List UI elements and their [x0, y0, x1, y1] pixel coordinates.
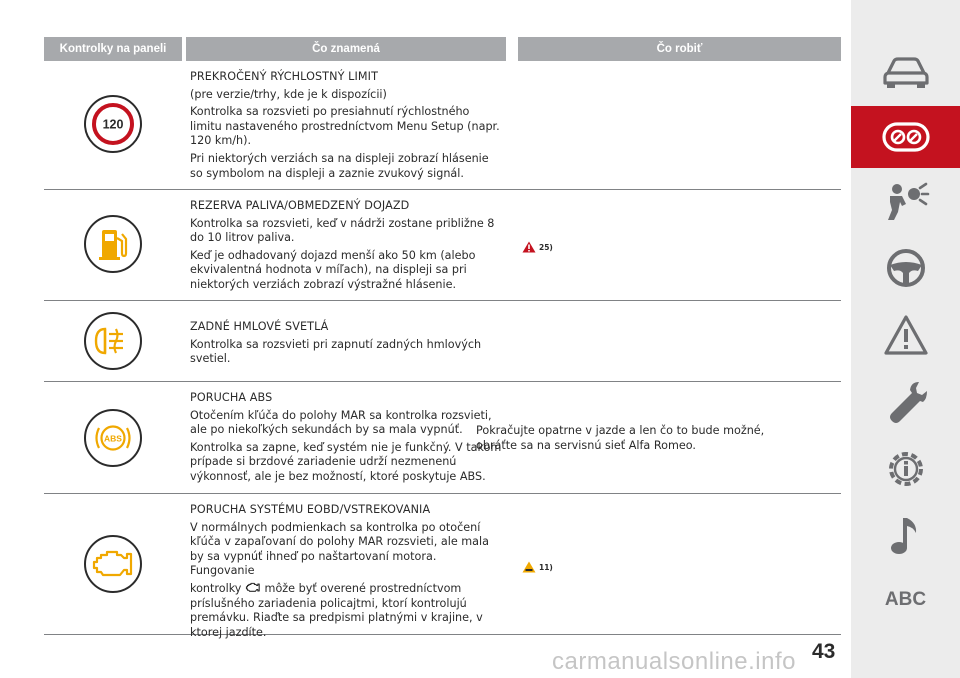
row-paragraph: (pre verzie/trhy, kde je k dispozícii): [190, 87, 387, 101]
engine-inline-icon: [245, 582, 261, 593]
abs-icon: [84, 409, 142, 467]
row-paragraph: kontrolky môže byť overené prostredníctvom príslušného zariadenia policajtmi, ktorí kontrolujú premávku. Riaďte sa predpismi platnými v krajine, v ktorej jazdíte.: [190, 581, 483, 639]
table-row: [44, 301, 841, 382]
row-title: PREKROČENÝ RÝCHLOSTNÝ LIMIT: [190, 70, 378, 83]
sidebar-item-car[interactable]: [851, 42, 960, 102]
row-paragraph: Kontrolka sa rozsvieti po presiahnutí rýchlostného limitu nastaveného prostredníctvom Menu Setup (napr. 120 km/h).: [190, 105, 500, 148]
row-paragraph: Keď je odhadovaný dojazd menší ako 50 km (alebo ekvivalentná hodnota v míľach), na displeji sa pri niektorých verziách zobrazí výstražné hlásenie.: [190, 248, 476, 291]
table-row: [44, 61, 841, 190]
dashboard-icon: [882, 121, 930, 153]
sidebar-item-technical-data[interactable]: [851, 438, 960, 500]
music-note-icon: [889, 515, 923, 557]
row-paragraph: V normálnych podmienkach sa kontrolka po otočení kľúča v zapaľovaní do polohy MAR rozsvieti, ale mala by sa vypnúť ihneď po naštartovaní motora. Fungovanie: [190, 520, 490, 578]
svg-text:ABS: ABS: [104, 433, 122, 444]
fuel-pump-icon: [84, 215, 142, 273]
action-text: Pokračujte opatrne v jazde a len čo to bude možné, obráťte sa na servisnú sieť Alfa Romeo.: [476, 424, 765, 452]
wrench-icon: [884, 379, 928, 425]
speed-limit-120-icon: [84, 95, 142, 153]
sidebar-item-driving[interactable]: [851, 238, 960, 298]
warning-reference: 25): [522, 241, 553, 253]
sidebar-item-safety[interactable]: [851, 172, 960, 232]
warning-triangle-icon: [522, 241, 536, 253]
watermark: carmanualsonline.info: [552, 648, 796, 675]
abc-label: ABC: [884, 589, 927, 610]
table-header: [44, 37, 841, 61]
chapter-sidebar: [851, 0, 960, 678]
row-title: ZADNÉ HMLOVÉ SVETLÁ: [190, 320, 329, 333]
sidebar-item-maintenance[interactable]: [851, 370, 960, 434]
steering-wheel-icon: [885, 247, 927, 289]
table-row: [44, 494, 841, 639]
sidebar-item-dashboard[interactable]: [851, 106, 960, 168]
header-warning-lights: Kontrolky na paneli: [44, 37, 182, 61]
row-paragraph: Kontrolka sa rozsvieti, keď v nádrži zostane približne 8 do 10 litrov paliva.: [190, 216, 495, 245]
airbag-person-icon: [882, 182, 930, 222]
row-title: PORUCHA SYSTÉMU EOBD/VSTREKOVANIA: [190, 503, 431, 516]
engine-check-icon: [84, 535, 142, 593]
rear-fog-light-icon: [84, 312, 142, 370]
sidebar-item-index[interactable]: [851, 580, 960, 620]
page-number: 43: [812, 640, 836, 663]
row-title: PORUCHA ABS: [190, 391, 273, 404]
header-meaning: Čo znamená: [186, 37, 506, 61]
table-row: [44, 190, 841, 301]
row-paragraph: Pri niektorých verziách sa na displeji zobrazí hlásenie so symbolom na displeji a zaznie zvukový signál.: [190, 151, 489, 180]
row-paragraph: Kontrolka sa rozsvieti pri zapnutí zadných hmlových svetiel.: [190, 337, 482, 366]
row-paragraph: Otočením kľúča do polohy MAR sa kontrolka rozsvieti, ale po niekoľkých sekundách by sa mala vypnúť.: [190, 408, 492, 437]
warning-triangle-icon: [883, 314, 929, 356]
gear-info-icon: [884, 447, 928, 491]
warning-reference: 11): [522, 561, 553, 573]
sidebar-item-emergency[interactable]: [851, 304, 960, 366]
sidebar-item-multimedia[interactable]: [851, 506, 960, 566]
car-icon: [882, 55, 930, 89]
header-action: Čo robiť: [518, 37, 841, 61]
svg-text:120: 120: [102, 117, 124, 132]
row-title: REZERVA PALIVA/OBMEDZENÝ DOJAZD: [190, 199, 410, 212]
row-paragraph: Kontrolka sa zapne, keď systém nie je funkčný. V takom prípade si brzdové zariadenie udrží nezmenenú výkonnosť, ale je bez možností, ktoré poskytuje ABS.: [190, 440, 502, 483]
caution-triangle-icon: [522, 561, 536, 573]
